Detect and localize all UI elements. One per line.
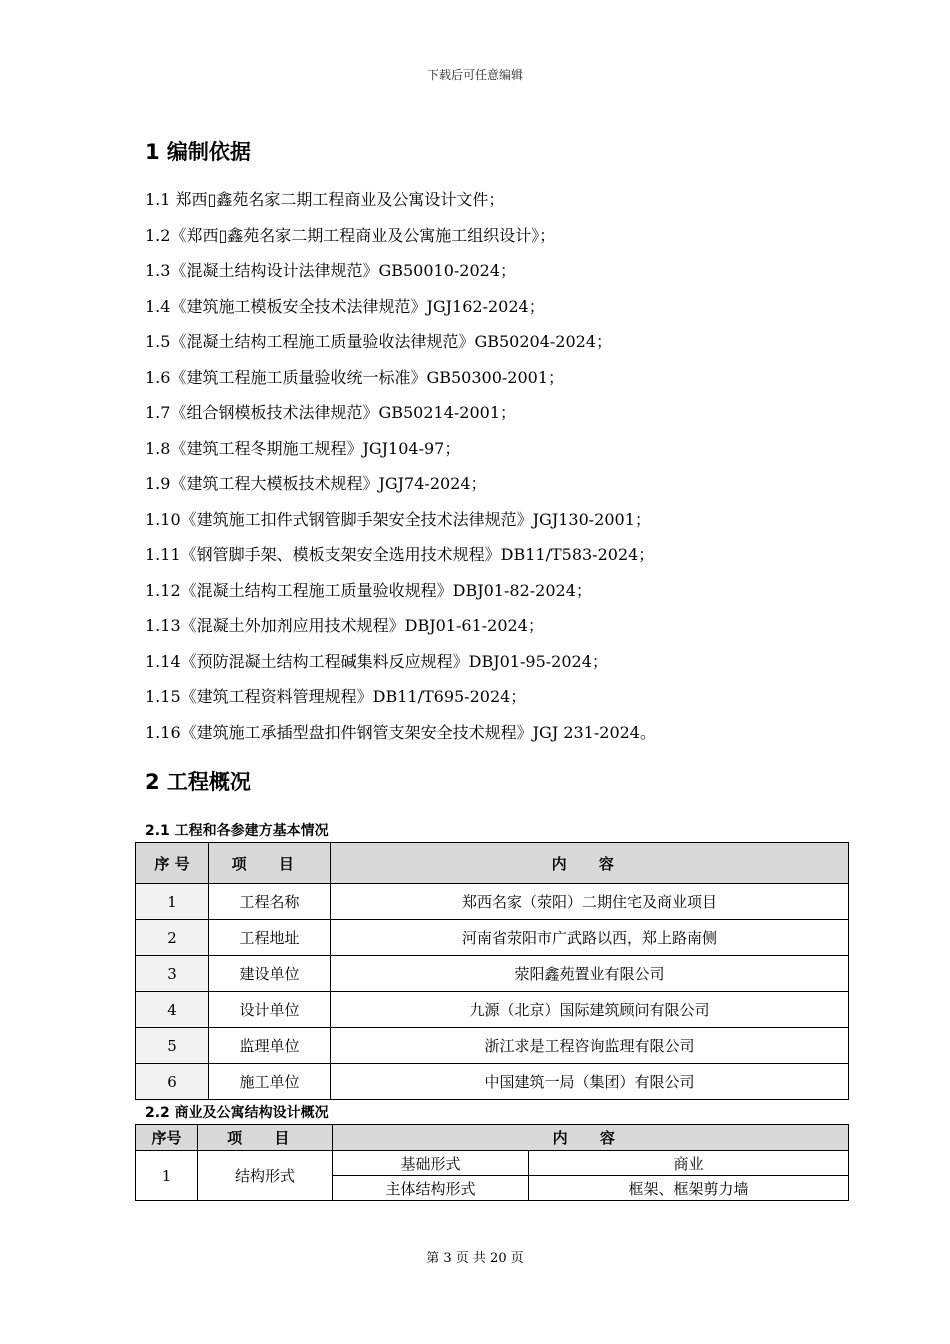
table-header-row: [136, 1125, 849, 1151]
row-index: 5: [136, 1028, 209, 1064]
column-header-item: 项 目: [198, 1125, 333, 1151]
row-index: 4: [136, 992, 209, 1028]
structure-table: [135, 1124, 849, 1201]
row-content: 中国建筑一局（集团）有限公司: [331, 1064, 849, 1100]
row-index: 3: [136, 956, 209, 992]
reference-item: 1.8《建筑工程冬期施工规程》JGJ104-97；: [145, 438, 461, 458]
subsection-2-1-title: 2.1 工程和各参建方基本情况: [145, 823, 329, 839]
row-item: 监理单位: [209, 1028, 331, 1064]
sub-item-label: 基础形式: [333, 1151, 529, 1176]
reference-item: 1.3《混凝土结构设计法律规范》GB50010-2024；: [145, 261, 517, 280]
reference-item: 1.13《混凝土外加剂应用技术规程》DBJ01-61-2024；: [145, 616, 544, 635]
table-row: [136, 884, 849, 920]
reference-item: 1.5《混凝土结构工程施工质量验收法律规范》GB50204-2024；: [145, 332, 613, 351]
page-footer: 第 3 页 共 20 页: [426, 1251, 524, 1266]
row-item: 建设单位: [209, 956, 331, 992]
table-row: [136, 920, 849, 956]
column-header-item: 项 目: [209, 843, 331, 884]
page-header: 下载后可任意编辑: [426, 68, 523, 82]
reference-item: 1.10《建筑施工扣件式钢管脚手架安全技术法律规范》JGJ130-2001；: [145, 509, 651, 529]
reference-item: 1.4《建筑施工模板安全技术法律规范》JGJ162-2024；: [145, 296, 545, 316]
reference-item: 1.7《组合钢模板技术法律规范》GB50214-2001；: [145, 403, 517, 422]
sub-item-label: 主体结构形式: [333, 1176, 529, 1201]
sub-item-value: 框架、框架剪力墙: [529, 1176, 849, 1201]
row-index: 1: [136, 1151, 198, 1201]
reference-item: 1.12《混凝土结构工程施工质量验收规程》DBJ01-82-2024；: [145, 580, 592, 600]
row-index: 6: [136, 1064, 209, 1100]
section-1-title: 1 编制依据: [145, 140, 251, 164]
column-header-content: 内 容: [333, 1125, 849, 1151]
subsection-2-2-title: 2.2 商业及公寓结构设计概况: [145, 1105, 329, 1121]
reference-item: 1.1 郑西▯鑫苑名家二期工程商业及公寓设计文件；: [145, 190, 505, 209]
table-row: [136, 1151, 849, 1176]
column-header-index: 序 号: [136, 843, 209, 884]
column-header-content: 内 容: [331, 843, 849, 884]
reference-item: 1.9《建筑工程大模板技术规程》JGJ74-2024；: [145, 474, 487, 493]
row-item: 设计单位: [209, 992, 331, 1028]
row-index: 1: [136, 884, 209, 920]
table-row: [136, 956, 849, 992]
row-content: 河南省荥阳市广武路以西，郑上路南侧: [331, 920, 849, 956]
row-content: 九源（北京）国际建筑顾问有限公司: [331, 992, 849, 1028]
reference-item: 1.11《钢管脚手架、模板支架安全选用技术规程》DB11/T583-2024；: [145, 545, 655, 564]
row-content: 郑西名家（荥阳）二期住宅及商业项目: [331, 884, 849, 920]
table-row: [136, 1064, 849, 1100]
row-item: 结构形式: [198, 1151, 333, 1201]
sub-item-value: 商业: [529, 1151, 849, 1176]
row-index: 2: [136, 920, 209, 956]
row-content: 荥阳鑫苑置业有限公司: [331, 956, 849, 992]
reference-item: 1.2《郑西▯鑫苑名家二期工程商业及公寓施工组织设计》；: [145, 225, 556, 245]
section-2-title: 2 工程概况: [145, 770, 251, 794]
table-row: [136, 992, 849, 1028]
row-item: 工程地址: [209, 920, 331, 956]
table-row: [136, 1028, 849, 1064]
participants-table: [135, 842, 849, 1100]
reference-item: 1.15《建筑工程资料管理规程》DB11/T695-2024；: [145, 687, 527, 706]
reference-list: [145, 184, 656, 752]
table-header-row: [136, 843, 849, 884]
reference-item: 1.6《建筑工程施工质量验收统一标准》GB50300-2001；: [145, 367, 565, 387]
reference-item: 1.14《预防混凝土结构工程碱集料反应规程》DBJ01-95-2024；: [145, 651, 608, 671]
row-item: 施工单位: [209, 1064, 331, 1100]
row-item: 工程名称: [209, 884, 331, 920]
row-content: 浙江求是工程咨询监理有限公司: [331, 1028, 849, 1064]
reference-item: 1.16《建筑施工承插型盘扣件钢管支架安全技术规程》JGJ 231-2024。: [145, 722, 656, 742]
column-header-index: 序号: [136, 1125, 198, 1151]
